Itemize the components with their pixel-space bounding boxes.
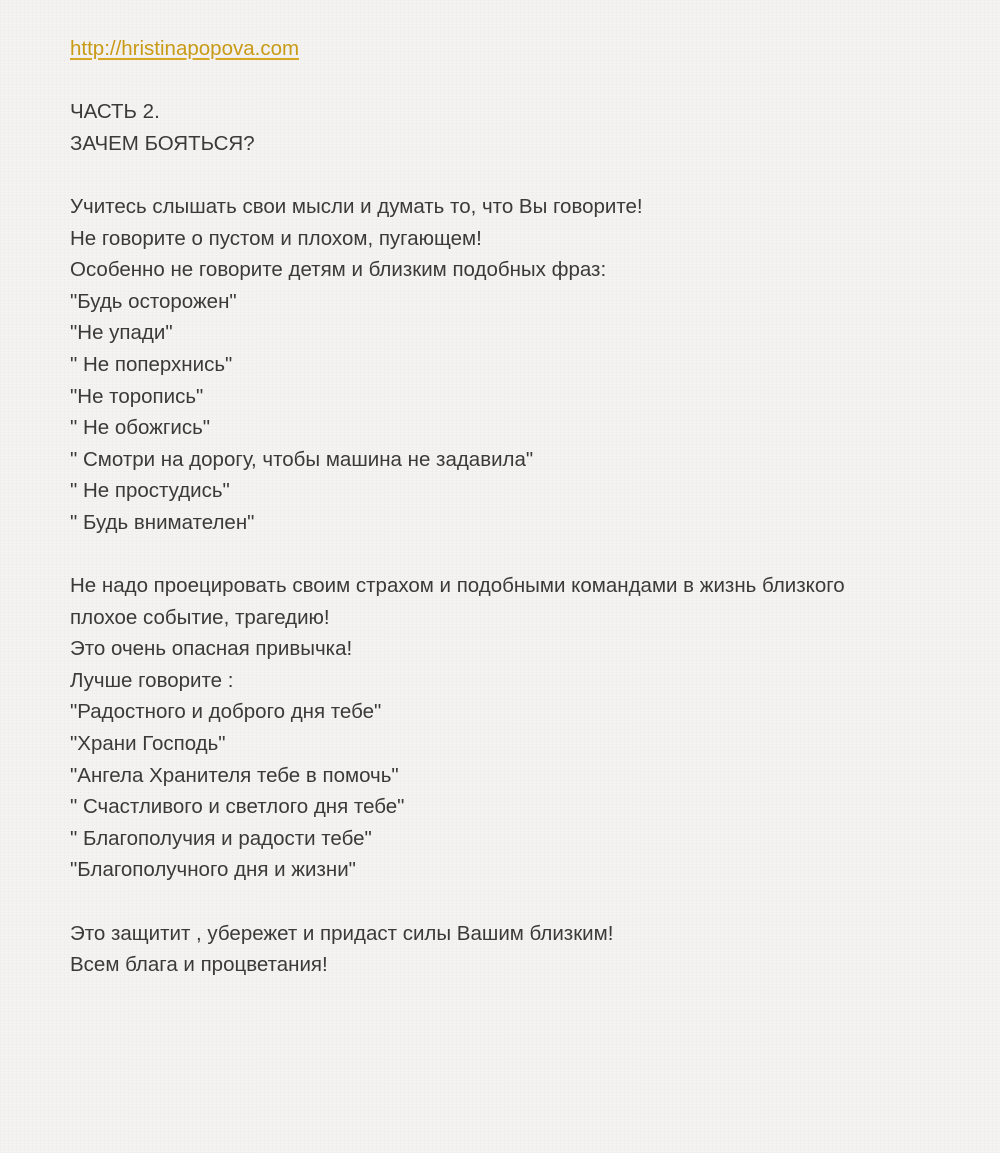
quote-line: "Не торопись" — [70, 384, 204, 408]
quote-line: " Благополучия и радости тебе" — [70, 826, 372, 850]
quote-line: " Не простудись" — [70, 479, 230, 503]
quote-line: " Не обожгись" — [70, 416, 211, 440]
quote-line: "Радостного и доброго дня тебе" — [70, 700, 382, 724]
text-line: Не надо проецировать своим страхом и подобными командами в жизнь близкого — [70, 574, 845, 598]
paragraph-warnings — [70, 191, 950, 539]
quote-line: " Смотри на дорогу, чтобы машина не задавила" — [70, 447, 534, 471]
blank-line — [70, 65, 950, 97]
text-line: Это очень опасная привычка! — [70, 637, 353, 661]
quote-line: "Храни Господь" — [70, 732, 226, 756]
paragraph-closing — [70, 918, 950, 981]
part-label: ЧАСТЬ 2. — [70, 100, 160, 124]
quote-line: " Счастливого и светлого дня тебе" — [70, 795, 405, 819]
page-title: ЗАЧЕМ БОЯТЬСЯ? — [70, 131, 255, 155]
quote-line: "Не упади" — [70, 321, 173, 345]
quote-line: " Будь внимателен" — [70, 510, 255, 534]
text-line: Особенно не говорите детям и близким подобных фраз: — [70, 258, 607, 282]
blank-line — [70, 886, 950, 918]
text-line: Учитесь слышать свои мысли и думать то, что Вы говорите! — [70, 194, 643, 218]
quote-line: "Ангела Хранителя тебе в помочь" — [70, 763, 399, 787]
text-line: Не говорите о пустом и плохом, пугающем! — [70, 226, 482, 250]
website-link[interactable]: http://hristinapopova.com — [70, 37, 300, 60]
note-content — [70, 33, 950, 981]
paragraph-blessings — [70, 570, 950, 886]
text-line: Это защитит , убережет и придаст силы Вашим близким! — [70, 921, 614, 945]
text-line: Лучше говорите : — [70, 668, 234, 692]
blank-line — [70, 539, 950, 571]
quote-line: "Будь осторожен" — [70, 289, 237, 313]
blank-line — [70, 159, 950, 191]
text-line: Всем блага и процветания! — [70, 953, 328, 977]
quote-line: "Благополучного дня и жизни" — [70, 858, 356, 882]
quote-line: " Не поперхнись" — [70, 352, 233, 376]
text-line: плохое событие, трагедию! — [70, 605, 330, 629]
